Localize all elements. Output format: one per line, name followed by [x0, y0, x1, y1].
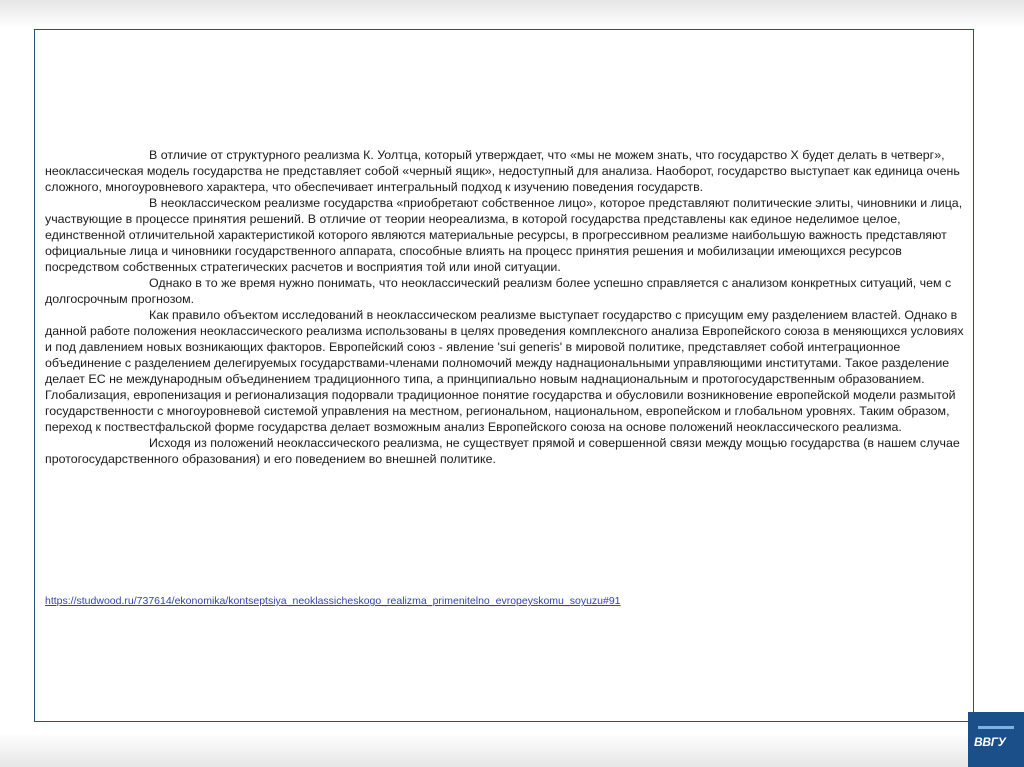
slide-frame — [34, 29, 974, 722]
paragraph-2: В неоклассическом реализме государства «приобретают собственное лицо», которое представляют политические элиты, чиновники и лица, участвующие в процессе принятия решений. В отличие от теории неореализма, в которой государства представлены как единое неделимое целое, единственной отличительной характеристикой которого являются материальные ресурсы, в прогрессивном реализме наибольшую важность представляют официальные лица и чиновники государственного аппарата, способные влиять на процесс принятия решения и мобилизации имеющихся ресурсов посредством собственных стратегических расчетов и восприятия той или иной ситуации. — [45, 196, 963, 274]
logo-text: ВВГУ — [974, 735, 1006, 749]
paragraph-5: Исходя из положений неоклассического реализма, не существует прямой и совершенной связи между мощью государства (в нашем случае протогосударственного образования) и его поведением во внешней политике. — [45, 436, 960, 466]
source-link[interactable]: https://studwood.ru/737614/ekonomika/kontseptsiya_neoklassicheskogo_realizma_primenitelno_evropeyskomu_soyuzu#91 — [45, 595, 621, 607]
university-logo — [968, 712, 1024, 767]
bottom-shadow — [0, 733, 1024, 767]
paragraph-4: Как правило объектом исследований в неоклассическом реализме выступает государство с присущим ему разделением властей. Однако в данной работе положения неоклассического реализма использованы в целях проведения комплексного анализа Европейского союза в меняющихся условиях и под давлением новых возникающих факторов. Европейский союз - явление 'sui generis' в мировой политике, представляет собой интеграционное объединение с разделением делегируемых государствами-членами полномочий между наднациональными управляющими институтами. Такое разделение делает ЕС не международным объединением традиционного типа, а принципиально новым наднациональным и протогосударственным образованием. Глобализация, европенизация и регионализация подорвали традиционное понятие государства и обусловили возникновение европейской модели размытой государственности с многоуровневой системой управления на местном, региональном, национальном, европейском и глобальном уровнях. Таким образом, переход к поствестфальской форме государства делает возможным анализ Европейского союза на основе положений неоклассического реализма. — [45, 308, 964, 434]
paragraph-1: В отличие от структурного реализма К. Уолтца, который утверждает, что «мы не можем знать, что государство Х будет делать в четверг», неоклассическая модель государства не представляет собой «черный ящик», недоступный для анализа. Наоборот, государство выступает как единица очень сложного, многоуровневого характера, что обеспечивает интегральный подход к изучению поведения государств. — [45, 148, 960, 194]
top-shadow — [0, 0, 1024, 28]
logo-mark-icon — [978, 726, 1014, 729]
body-text — [45, 147, 970, 467]
paragraph-3: Однако в то же время нужно понимать, что неоклассический реализм более успешно справляется с анализом конкретных ситуаций, чем с долгосрочным прогнозом. — [45, 276, 952, 306]
